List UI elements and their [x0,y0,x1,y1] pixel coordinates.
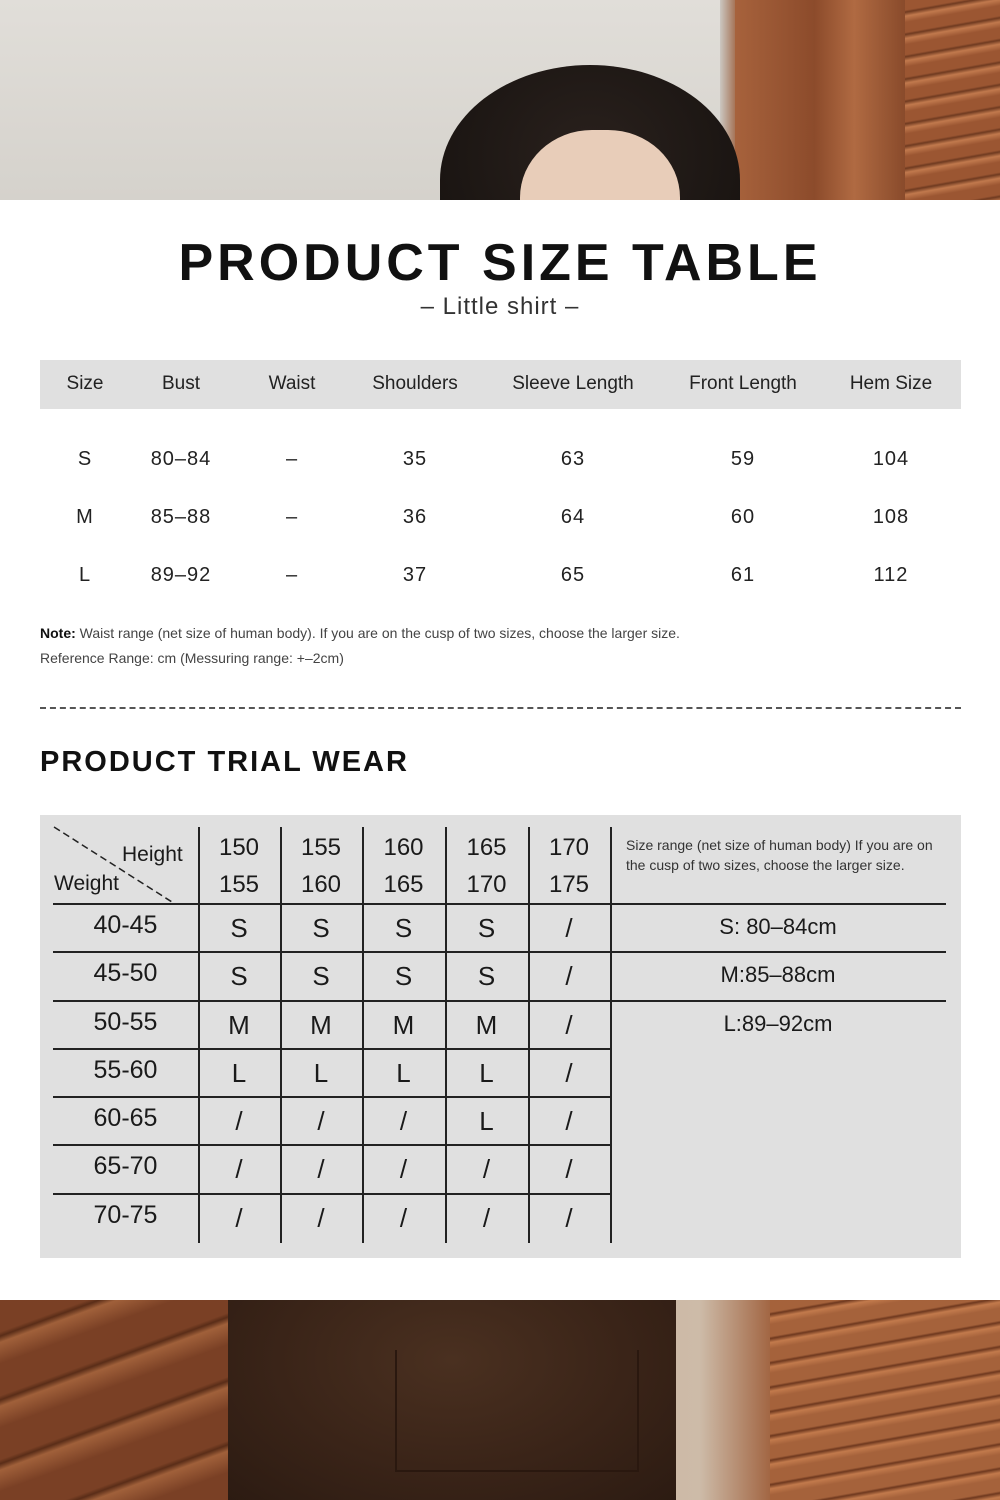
trial-wear-table [40,815,961,1258]
size-value: / [482,1203,491,1233]
height-from: 155 [300,834,342,861]
size-cell: L [78,564,92,586]
size-value: / [565,1058,573,1088]
size-chart-panel [0,200,1000,1300]
size-cell: 36 [402,506,428,528]
size-range-note: Size range (net size of human body) If you are on the cusp of two sizes, choose the larger size. [626,837,933,873]
bottom-photo [0,1300,1000,1500]
size-cell: 59 [730,448,756,470]
size-cell: S [77,448,93,470]
size-value: / [399,1106,408,1136]
size-value: S [230,961,248,991]
weight-range: 65-70 [93,1152,158,1180]
trial-section-title: PRODUCT TRIAL WEAR [40,746,409,778]
size-cell: 85–88 [150,506,212,528]
grid-hline [53,1144,610,1146]
height-to: 155 [218,871,260,898]
grid-hline [53,1193,610,1195]
size-value: S [312,961,330,991]
weight-range: 55-60 [93,1056,158,1084]
size-cell: 89–92 [150,564,212,586]
bust-range: L:89–92cm [723,1011,833,1036]
size-cell: 37 [402,564,428,586]
top-photo [0,0,1000,200]
size-value: / [565,961,573,991]
size-cell: – [285,506,299,528]
section-divider [40,707,961,709]
size-value: / [317,1203,325,1233]
size-value: / [235,1106,243,1136]
weight-range: 70-75 [93,1201,158,1229]
size-cell: 35 [402,448,428,470]
size-header-bust: Bust [161,373,201,394]
size-value: / [482,1154,491,1184]
corner-height-label: Height [122,843,183,866]
size-value: M [392,1010,415,1040]
size-cell: M [76,506,94,528]
weight-range: 40-45 [93,911,158,939]
size-value: / [235,1203,243,1233]
height-from: 150 [218,834,260,861]
size-header-sleeve-length: Sleeve Length [512,373,634,394]
size-value: / [565,1010,573,1040]
size-cell: 80–84 [150,448,212,470]
size-cell: 61 [730,564,756,586]
height-header [362,829,445,903]
size-value: L [313,1058,329,1088]
height-to: 160 [300,871,342,898]
size-value: / [399,1203,408,1233]
size-value: M [310,1010,332,1040]
size-header-size: Size [66,373,104,394]
size-value: L [231,1058,247,1088]
size-cell: 63 [560,448,586,470]
grid-hline-right [610,1000,946,1002]
size-value: S [394,913,413,943]
size-value: / [317,1154,325,1184]
grid-hline [53,1000,610,1002]
note-text: Waist range (net size of human body). If you are on the cusp of two sizes, choose the larger size. [75,625,680,641]
grid-hline [53,1048,610,1050]
weight-range: 50-55 [93,1008,158,1036]
weight-range: 60-65 [93,1104,158,1132]
size-value: / [565,1203,573,1233]
height-header [528,829,610,903]
size-value: / [565,1154,573,1184]
skirt-pocket [395,1350,639,1472]
grid-hline-right [610,951,946,953]
height-header [445,829,528,903]
size-value: L [479,1106,494,1136]
size-value: / [565,1106,573,1136]
height-header [198,829,280,903]
size-header-shoulders: Shoulders [372,373,458,394]
page-title: PRODUCT SIZE TABLE [178,234,822,292]
wooden-louver-bottom [770,1300,1000,1500]
wooden-shelf [0,1300,230,1500]
size-value: / [235,1154,243,1184]
bust-range: M:85–88cm [720,962,836,987]
height-header [280,829,362,903]
size-value: S [312,913,330,943]
wooden-louver [905,0,1000,200]
grid-hline-right [610,903,946,905]
page-subtitle: – Little shirt – [420,293,580,320]
size-header-waist: Waist [268,373,316,394]
size-header-front-length: Front Length [689,373,797,394]
size-header-hem-size: Hem Size [849,373,933,394]
size-cell: 108 [872,506,910,528]
size-cell: – [285,448,299,470]
height-to: 175 [548,871,590,898]
reference-range: Reference Range: cm (Messuring range: +–2cm) [40,650,344,666]
size-value: S [394,961,413,991]
size-value: M [228,1010,250,1040]
size-value: S [477,913,496,943]
height-from: 165 [466,834,507,861]
corner-weight-label: Weight [54,872,119,895]
height-to: 170 [466,871,507,898]
size-note [40,625,680,641]
grid-hline [53,951,610,953]
bust-range: S: 80–84cm [719,914,837,939]
size-value: / [399,1154,408,1184]
size-value: S [477,961,496,991]
size-value: L [479,1058,494,1088]
height-from: 160 [383,834,424,861]
height-from: 170 [548,834,590,861]
size-cell: 104 [872,448,910,470]
size-value: / [317,1106,325,1136]
weight-range: 45-50 [93,959,158,987]
size-cell: 112 [873,564,909,586]
size-value: L [396,1058,411,1088]
grid-hline [53,1096,610,1098]
size-value: M [475,1010,498,1040]
size-value: S [230,913,248,943]
size-cell: 64 [560,506,586,528]
size-cell: 65 [560,564,586,586]
size-cell: – [285,564,299,586]
size-cell: 60 [730,506,756,528]
height-to: 165 [383,871,424,898]
note-label: Note: [40,625,76,641]
size-value: / [565,913,573,943]
